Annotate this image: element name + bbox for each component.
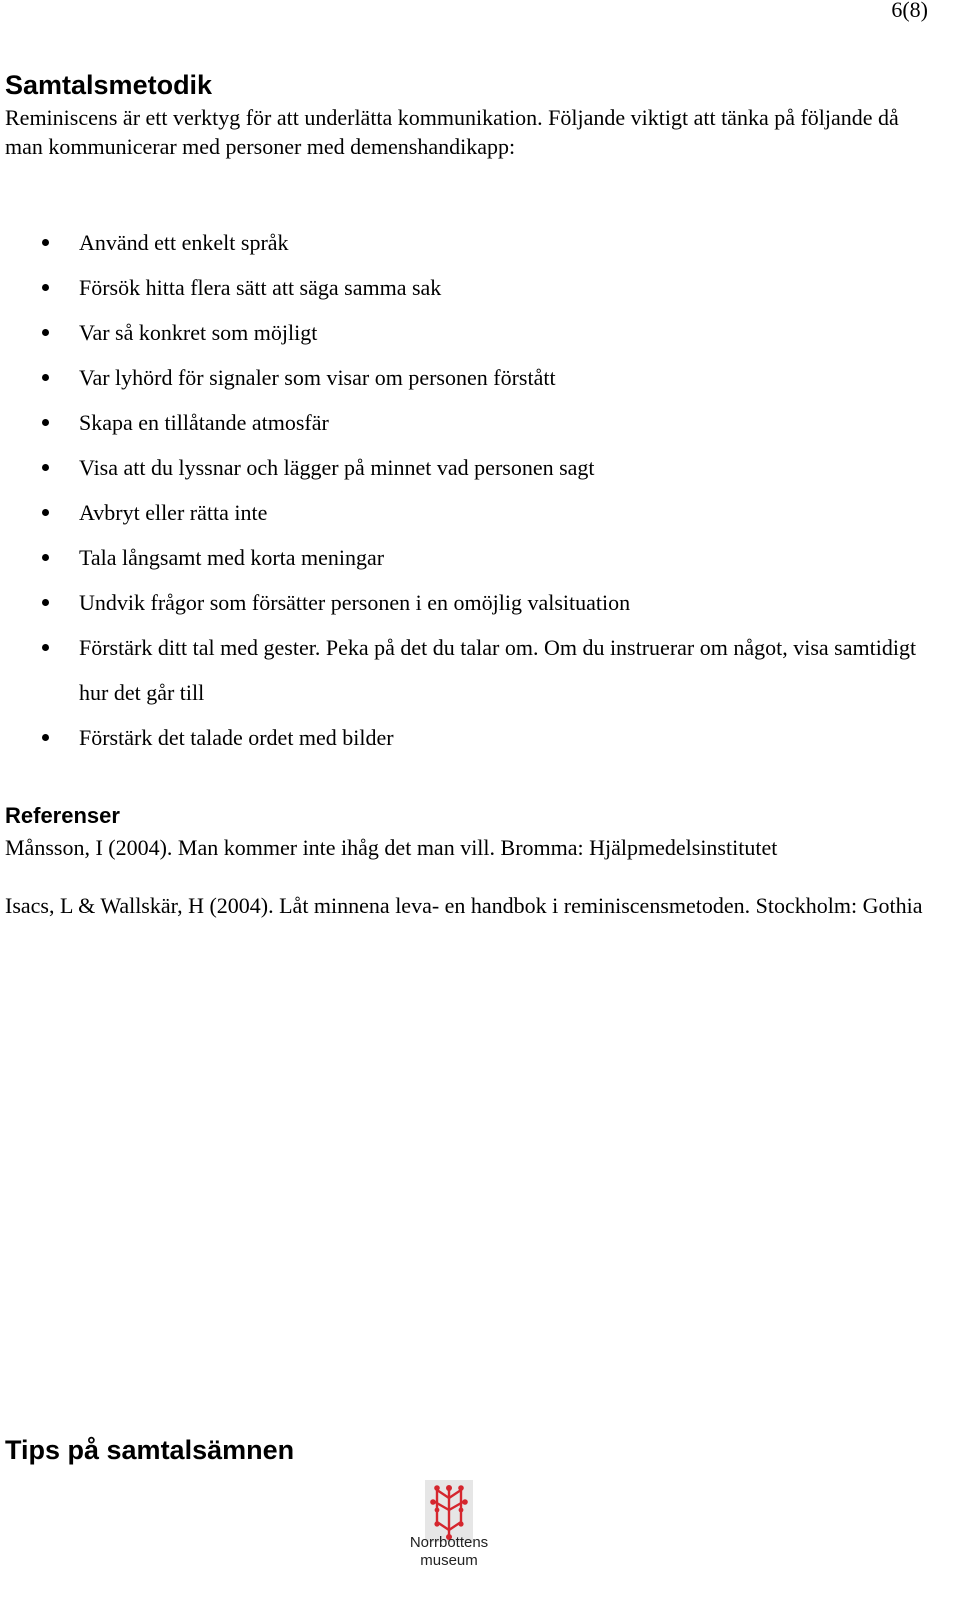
bullet-icon bbox=[42, 644, 49, 651]
section-heading-samtalsmetodik: Samtalsmetodik bbox=[5, 70, 213, 100]
list-item bbox=[0, 535, 945, 580]
intro-paragraph: Reminiscens är ett verktyg för att underlätta kommunikation. Följande viktigt att tänka på följande då man kommunicerar med personer med demenshandikapp: bbox=[5, 105, 899, 159]
bullet-icon bbox=[42, 329, 49, 336]
list-item bbox=[0, 265, 945, 310]
list-item bbox=[0, 355, 945, 400]
reference-item: Månsson, I (2004). Man kommer inte ihåg det man vill. Bromma: Hjälpmedelsinstitutet bbox=[5, 835, 778, 860]
list-item bbox=[0, 310, 945, 355]
list-item-text: Förstärk ditt tal med gester. Peka på det du talar om. Om du instruerar om något, visa samtidigt hur det går till bbox=[79, 635, 917, 705]
bullet-icon bbox=[42, 734, 49, 741]
list-item-text: Förstärk det talade ordet med bilder bbox=[79, 725, 394, 750]
page-number: 6(8) bbox=[891, 0, 928, 22]
list-item-text: Försök hitta flera sätt att säga samma sak bbox=[79, 275, 442, 300]
reference-item: Isacs, L & Wallskär, H (2004). Låt minnena leva- en handbok i reminiscensmetoden. Stockholm: Gothia bbox=[5, 893, 923, 918]
bullet-icon bbox=[42, 419, 49, 426]
list-item bbox=[0, 490, 945, 535]
bullet-icon bbox=[42, 239, 49, 246]
list-item-text: Tala långsamt med korta meningar bbox=[79, 545, 385, 570]
bullet-icon bbox=[42, 374, 49, 381]
list-item-text: Var så konkret som möjligt bbox=[79, 320, 318, 345]
logo-text-line2: museum bbox=[420, 1552, 478, 1569]
bullet-icon bbox=[42, 284, 49, 291]
bullet-icon bbox=[42, 464, 49, 471]
list-item-text: Avbryt eller rätta inte bbox=[79, 500, 268, 525]
section-heading-tips: Tips på samtalsämnen bbox=[5, 1435, 295, 1465]
list-item bbox=[0, 400, 945, 445]
list-item bbox=[0, 715, 945, 760]
norrbottens-museum-logo bbox=[403, 1478, 495, 1618]
norrbottens-museum-logo-icon bbox=[425, 1480, 473, 1542]
bullet-icon bbox=[42, 509, 49, 516]
list-item bbox=[0, 625, 945, 715]
list-item bbox=[0, 220, 945, 265]
list-item-text: Använd ett enkelt språk bbox=[79, 230, 289, 255]
list-item bbox=[0, 580, 945, 625]
bullet-icon bbox=[42, 599, 49, 606]
bullet-icon bbox=[42, 554, 49, 561]
list-item-text: Var lyhörd för signaler som visar om personen förstått bbox=[79, 365, 556, 390]
tips-bullet-list bbox=[0, 220, 945, 760]
list-item-text: Visa att du lyssnar och lägger på minnet vad personen sagt bbox=[79, 455, 595, 480]
list-item-text: Skapa en tillåtande atmosfär bbox=[79, 410, 329, 435]
list-item bbox=[0, 445, 945, 490]
list-item-text: Undvik frågor som försätter personen i en omöjlig valsituation bbox=[79, 590, 631, 615]
logo-text-line1: Norrbottens bbox=[409, 1534, 489, 1551]
section-heading-referenser: Referenser bbox=[5, 803, 120, 828]
